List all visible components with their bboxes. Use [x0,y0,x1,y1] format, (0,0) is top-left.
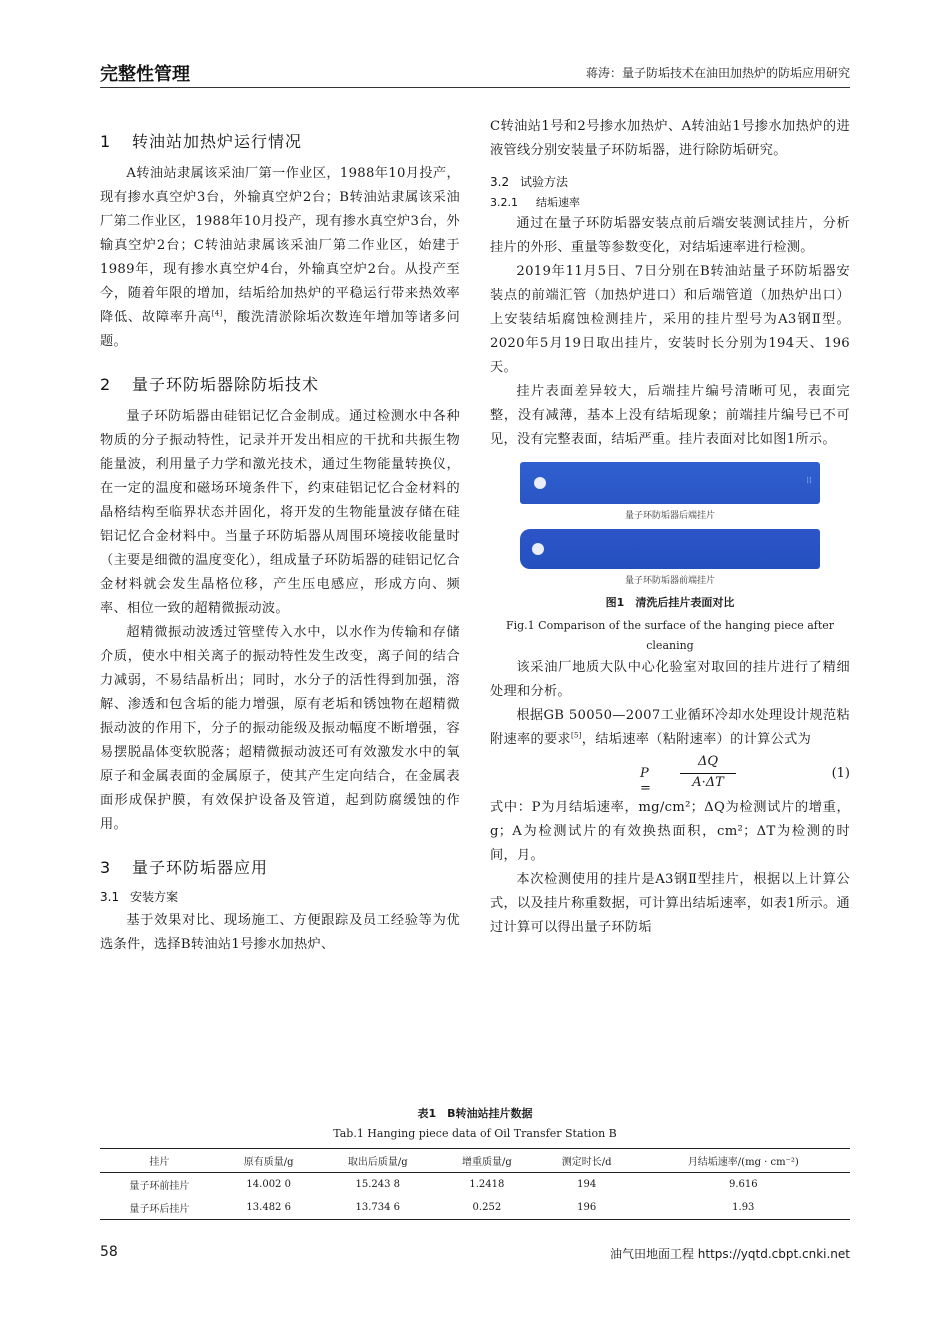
paragraph: 基于效果对比、现场施工、方便跟踪及员工经验等为优选条件，选择B转油站1号掺水加热炉、 [100,913,460,952]
table-cell: 量子环后挂片 [129,1204,190,1215]
table-cell: 量子环前挂片 [129,1181,190,1192]
section-title: 量子环防垢器除防垢技术 [132,375,320,394]
table-cell: 194 [577,1179,597,1190]
paragraph: 该采油厂地质大队中心化验室对取回的挂片进行了精细处理和分析。 [490,660,850,699]
formula-numerator: ΔQ [697,754,719,769]
table-row [100,1173,850,1197]
table-caption-cn: 表1 B转油站挂片数据 [417,1107,533,1120]
table-cell: 15.243 8 [355,1179,401,1190]
table-1 [100,1105,850,1220]
paragraph [100,162,460,354]
subsection-3-1-heading [100,888,460,905]
paragraph: 通过在量子环防垢器安装点前后端安装测试挂片，分析挂片的外形、重量等参数变化，对结垢速率进行检测。 [490,216,850,255]
column-header: 挂片 [149,1157,170,1168]
paragraph: 超精微振动波透过管壁传入水中，以水作为传输和存储介质，使水中相关离子的振动特性发生改变，离子间的结合力减弱，不易结晶析出；同时，水分子的活性得到加强，溶解、渗透和包含垢的能力增强，原有老垢和锈蚀物在超精微振动波的作用下，分子的振动能级及振动幅度不断增强，容易摆脱晶体变软脱落；超精微振动波还可有效激发水中的氧原子和金属表面的金属原子，使其产生定向结合，在金属表面形成保护膜，有效保护设备及管道，起到防腐缓蚀的作用。 [100,625,460,832]
table-caption-en: Tab.1 Hanging piece data of Oil Transfer Station B [333,1127,617,1140]
column-header: 测定时长/d [561,1157,612,1168]
column-header: 原有质量/g [243,1157,294,1168]
equation-number: (1) [831,766,850,781]
table-cell: 14.002 0 [246,1179,291,1190]
fraction-bar [680,773,736,774]
page-number: 58 [100,1244,118,1260]
subsection-number: 3.2 [490,175,510,189]
section-title: 量子环防垢器应用 [132,858,269,877]
figure-caption-en: Fig.1 Comparison of the surface of the hanging piece after cleaning [505,619,835,652]
left-column [100,115,460,957]
table-cell: 13.734 6 [355,1202,401,1213]
subsection-number: 3.1 [100,890,120,904]
paragraph: C转油站1号和2号掺水加热炉、A转油站1号掺水加热炉的进液管线分别安装量子环防垢器，进行除防垢研究。 [490,119,850,158]
table-cell: 1.93 [732,1202,755,1213]
table-cell: 9.616 [728,1179,758,1190]
table-cell: 0.252 [472,1202,502,1213]
paragraph: 挂片表面差异较大，后端挂片编号清晰可见，表面完整，没有减薄，基本上没有结垢现象；前端挂片编号已不可见，没有完整表面，结垢严重。挂片表面对比如图1所示。 [490,384,850,447]
citation-ref[interactable]: [4] [211,309,223,318]
figure-subimage-label: 量子环防垢器前端挂片 [624,576,715,586]
figure-1 [490,462,850,656]
figure-subimage-label: 量子环防垢器后端挂片 [624,511,715,521]
paragraph: 本次检测使用的挂片是A3钢Ⅱ型挂片，根据以上计算公式，以及挂片称重数据，可计算出结垢速率，如表1所示。通过计算可以得出量子环防垢 [490,872,850,935]
column-header: 月结垢速率/(mg · cm⁻²) [687,1157,799,1168]
mounting-hole [532,543,544,555]
subsection-3-2-heading [490,173,850,190]
engraved-number-mark: ⁞⁞ [806,476,812,486]
table-cell: 13.482 6 [246,1202,291,1213]
section-number: 1 [100,132,112,151]
figure-caption-cn: 图1 清洗后挂片表面对比 [605,596,735,609]
paragraph: 2019年11月5日、7日分别在B转油站量子环防垢器安装点的前端汇管（加热炉进口）和后端管道（加热炉出口）上安装结垢腐蚀检测挂片，采用的挂片型号为A3钢Ⅱ型。2020年5月19日取出挂片，安装时长分别为194天、196天。 [490,264,850,375]
journal-section-brand: 完整性管理 [100,64,190,85]
back-hanging-piece-image [520,462,820,504]
journal-footer[interactable]: 油气田地面工程 https://yqtd.cbpt.cnki.net [609,1247,850,1261]
subsubsection-number: 3.2.1 [490,196,518,209]
mounting-hole [534,477,546,489]
paragraph: 式中：P为月结垢速率，mg/cm²；ΔQ为检测试片的增重，g；A为检测试片的有效换热面积，cm²；ΔT为检测的时间，月。 [490,800,850,863]
subsubsection-title: 结垢速率 [536,196,580,209]
table-row [100,1196,850,1220]
paragraph-text: 根据GB 50050—2007工业循环冷却水处理设计规范粘附速率的要求 [490,708,850,747]
header-divider [100,87,850,88]
section-3-heading [100,855,460,878]
table-cell: 196 [577,1202,597,1213]
section-number: 3 [100,858,112,877]
section-1-heading [100,129,460,152]
table-header-row [100,1149,850,1173]
paragraph-text: A转油站隶属该采油厂第一作业区，1988年10月投产，现有掺水真空炉3台，外输真空炉2台；B转油站隶属该采油厂第二作业区，1988年10月投产，现有掺水真空炉3台，外输真空炉2台；C转油站隶属该采油厂第二作业区，始建于1989年，现有掺水真空炉4台，外输真空炉2台。从投产至今，随着年限的增加，结垢给加热炉的平稳运行带来热效率降低、故障率升高 [100,166,460,325]
formula-denominator: A·ΔT [692,775,724,790]
paragraph-text: ，酸洗清淤除垢次数连年增加等诸多问题。 [100,310,460,349]
front-hanging-piece-image [520,529,820,569]
table-cell: 1.2418 [469,1179,505,1190]
section-number: 2 [100,375,112,394]
equation-1 [490,752,850,796]
column-header: 增重质量/g [461,1157,512,1168]
section-title: 转油站加热炉运行情况 [132,132,303,151]
running-title: 蒋涛：量子防垢技术在油田加热炉的防垢应用研究 [585,66,850,80]
subsubsection-3-2-1-heading [490,194,850,210]
paragraph: 量子环防垢器由硅铝记忆合金制成。通过检测水中各种物质的分子振动特性，记录并开发出相应的干扰和共振生物能量波，利用量子力学和激光技术，通过生物能量转换仪，在一定的温度和磁场环境条件下，约束硅铝记忆合金材料的晶格结构至临界状态并固化，将开发的生物能量波存储在硅铝记忆合金材料中。当量子环防垢器从周围环境接收能量时（主要是细微的温度变化），组成量子环防垢器的硅铝记忆合金材料就会发生晶格位移，产生压电感应，形成方向、频率、相位一致的超精微振动波。 [100,409,460,616]
data-table [100,1148,850,1220]
column-header: 取出后质量/g [347,1157,408,1168]
paragraph [490,704,850,752]
citation-ref[interactable]: [5] [570,731,582,740]
paragraph-text: ，结垢速率（粘附速率）的计算公式为 [581,732,812,747]
section-2-heading [100,372,460,395]
subsection-title: 试验方法 [520,175,569,189]
right-column [490,115,850,940]
subsection-title: 安装方案 [130,890,179,904]
formula-lhs: P = [640,766,651,796]
